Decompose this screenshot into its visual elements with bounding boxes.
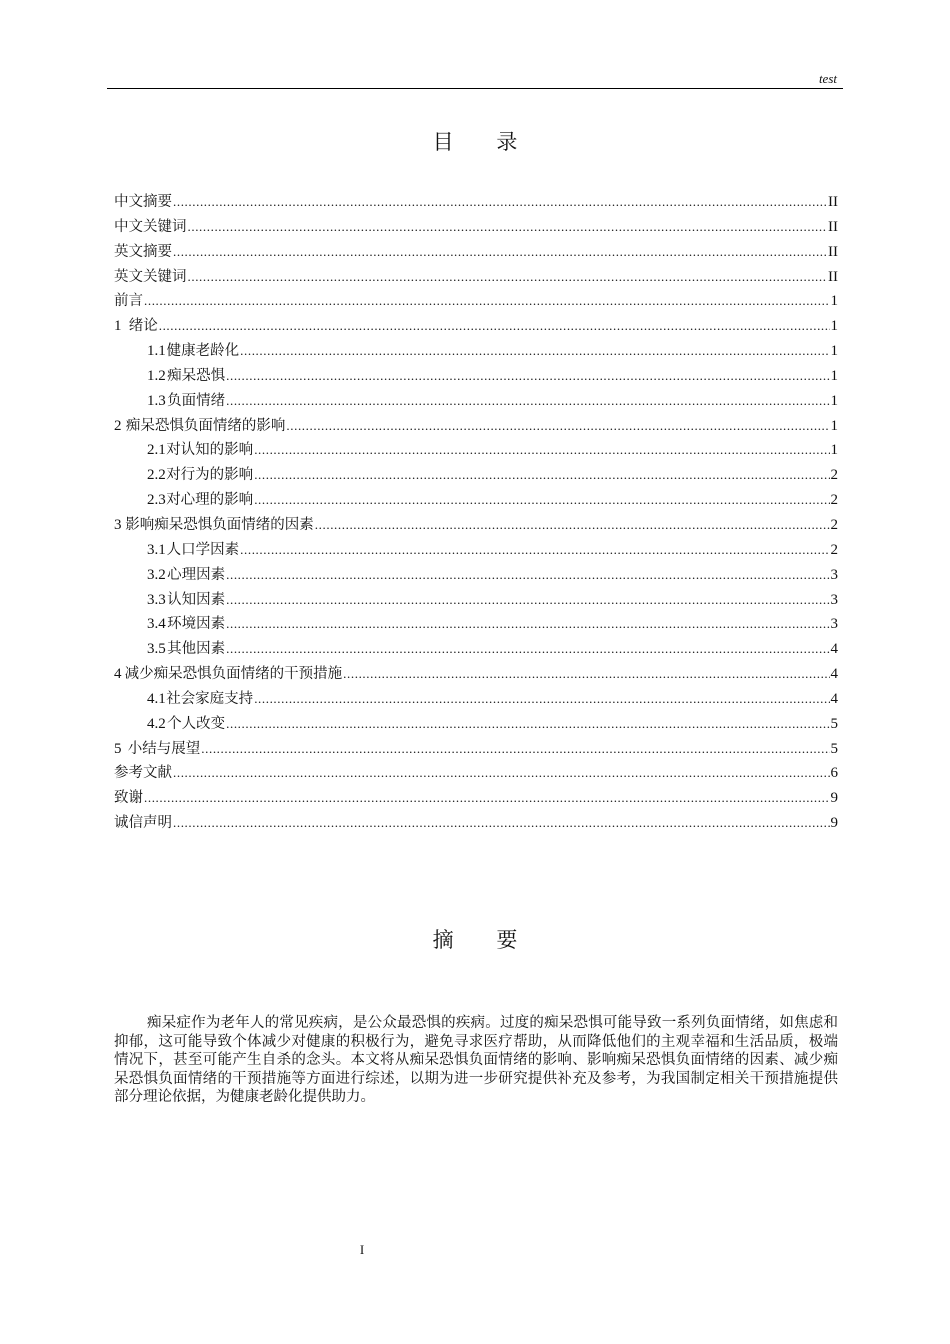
toc-dot-leader — [254, 488, 829, 513]
toc-entry-number: 4 — [114, 666, 122, 683]
toc-entry-page: II — [828, 194, 838, 210]
toc-dot-leader — [254, 463, 829, 488]
toc-entry-page: 1 — [830, 318, 838, 335]
toc-entry-page: 9 — [830, 790, 838, 807]
toc-dot-leader — [226, 364, 829, 389]
toc-entry-page: 4 — [830, 690, 838, 707]
toc-entry-page: 2 — [830, 492, 838, 509]
table-of-contents — [114, 190, 838, 836]
toc-entry-page: 1 — [830, 343, 838, 360]
toc-entry[interactable] — [114, 786, 838, 811]
toc-entry[interactable] — [114, 811, 838, 836]
toc-dot-leader — [201, 737, 829, 762]
toc-entry[interactable] — [114, 662, 838, 687]
toc-entry-number: 1 — [114, 318, 122, 335]
toc-dot-leader — [173, 811, 830, 836]
toc-entry-label: 社会家庭支持 — [166, 690, 254, 707]
toc-dot-leader — [173, 190, 827, 215]
toc-entry[interactable] — [114, 687, 838, 712]
page-number: I — [359, 1242, 365, 1257]
toc-entry-number: 3.3 — [147, 591, 166, 608]
toc-dot-leader — [240, 538, 829, 563]
toc-dot-leader — [159, 314, 830, 339]
toc-entry-number: 3.2 — [147, 566, 166, 583]
toc-entry[interactable] — [114, 513, 838, 538]
toc-entry-number: 5 — [114, 740, 122, 757]
toc-entry[interactable] — [114, 414, 838, 439]
toc-entry[interactable] — [114, 215, 838, 240]
toc-dot-leader — [226, 637, 829, 662]
abstract-title: 摘 要 — [432, 928, 536, 952]
toc-entry-page: 1 — [830, 417, 838, 434]
toc-entry-label: 中文摘要 — [114, 194, 172, 210]
toc-entry-label: 中文关键词 — [114, 218, 187, 235]
toc-entry-page: II — [828, 218, 838, 235]
toc-entry[interactable] — [114, 588, 838, 613]
toc-entry-page: 4 — [830, 666, 838, 683]
toc-entry[interactable] — [114, 240, 838, 265]
toc-entry-label: 人口学因素 — [166, 541, 240, 558]
toc-entry-number: 1.2 — [147, 367, 166, 384]
toc-entry-label: 英文摘要 — [114, 243, 172, 260]
toc-entry[interactable] — [114, 190, 838, 215]
toc-entry-label: 痴呆恐惧负面情绪的影响 — [125, 417, 286, 434]
toc-entry-page: 3 — [830, 591, 838, 608]
toc-dot-leader — [315, 513, 830, 538]
toc-entry-page: II — [828, 243, 838, 260]
toc-entry[interactable] — [114, 612, 838, 637]
toc-entry-label: 减少痴呆恐惧负面情绪的干预措施 — [124, 666, 343, 683]
abstract-body: 痴呆症作为老年人的常见疾病，是公众最恐惧的疾病。过度的痴呆恐惧可能导致一系列负面情绪，如焦虑和抑郁，这可能导致个体减少对健康的积极行为，避免寻求医疗帮助，从而降低他们的主观幸福和生活品质，极端情况下，甚至可能产生自杀的念头。本文将从痴呆恐惧负面情绪的影响、影响痴呆恐惧负面情绪的因素、减少痴呆恐惧负面情绪的干预措施等方面进行综述，以期为进一步研究提供补充及参考，为我国制定相关干预措施提供部分理论依据，为健康老龄化提供助力。 — [114, 1015, 838, 1105]
toc-entry-label: 负面情绪 — [167, 392, 226, 409]
toc-dot-leader — [144, 786, 830, 811]
toc-dot-leader — [286, 414, 829, 439]
toc-entry-page: 1 — [830, 392, 838, 409]
toc-entry-page: 6 — [830, 765, 838, 782]
toc-entry-label: 影响痴呆恐惧负面情绪的因素 — [125, 516, 314, 533]
toc-dot-leader — [188, 265, 828, 290]
toc-entry-page: 4 — [830, 641, 838, 658]
toc-title: 目 录 — [432, 130, 536, 154]
toc-entry-number: 3.5 — [147, 641, 166, 658]
page-header — [107, 70, 843, 89]
toc-entry-page: 2 — [830, 467, 838, 484]
toc-entry-number: 3.4 — [147, 616, 166, 633]
toc-entry[interactable] — [114, 538, 838, 563]
toc-entry-label: 绪论 — [128, 318, 158, 335]
toc-entry-number: 2.3 — [147, 492, 166, 509]
toc-dot-leader — [254, 687, 829, 712]
toc-entry-number: 4.2 — [147, 715, 166, 732]
toc-entry-page: 5 — [830, 740, 838, 757]
toc-dot-leader — [240, 339, 829, 364]
toc-entry[interactable] — [114, 737, 838, 762]
toc-entry-label: 健康老龄化 — [166, 343, 240, 360]
toc-entry[interactable] — [114, 314, 838, 339]
toc-entry-number: 2.1 — [147, 442, 166, 459]
toc-entry-page: 5 — [830, 715, 838, 732]
toc-dot-leader — [188, 215, 828, 240]
toc-entry[interactable] — [114, 289, 838, 314]
toc-dot-leader — [226, 612, 829, 637]
toc-entry-label: 小结与展望 — [127, 740, 201, 757]
toc-dot-leader — [226, 389, 829, 414]
toc-entry[interactable] — [114, 712, 838, 737]
toc-entry[interactable] — [114, 761, 838, 786]
toc-entry-number: 2.2 — [147, 467, 166, 484]
toc-entry-page: 3 — [830, 566, 838, 583]
toc-entry[interactable] — [114, 389, 838, 414]
toc-entry-label: 个人改变 — [167, 715, 226, 732]
toc-entry-label: 心理因素 — [167, 566, 226, 583]
toc-dot-leader — [173, 240, 827, 265]
toc-entry-number: 1.3 — [147, 392, 166, 409]
toc-dot-leader — [144, 289, 830, 314]
toc-entry-label: 其他因素 — [167, 641, 226, 658]
toc-entry[interactable] — [114, 438, 838, 463]
toc-entry-number: 2 — [114, 417, 122, 434]
toc-entry-label: 对行为的影响 — [166, 467, 254, 484]
toc-entry-page: 3 — [830, 616, 838, 633]
toc-entry-page: 2 — [830, 516, 838, 533]
toc-dot-leader — [226, 712, 829, 737]
toc-entry-number: 3.1 — [147, 541, 166, 558]
toc-entry-page: 1 — [830, 367, 838, 384]
toc-entry-label: 诚信声明 — [114, 815, 172, 832]
toc-entry-page: 1 — [830, 442, 838, 459]
toc-entry[interactable] — [114, 265, 838, 290]
toc-entry-label: 环境因素 — [167, 616, 226, 633]
toc-entry[interactable] — [114, 339, 838, 364]
toc-entry-label: 参考文献 — [114, 765, 172, 782]
toc-entry[interactable] — [114, 463, 838, 488]
toc-entry-label: 英文关键词 — [114, 268, 187, 285]
toc-entry-label: 认知因素 — [167, 591, 226, 608]
toc-entry-number: 1.1 — [147, 343, 166, 360]
toc-entry-page: 9 — [830, 815, 838, 832]
toc-entry-label: 痴呆恐惧 — [167, 367, 226, 384]
toc-entry-label: 致谢 — [114, 790, 143, 807]
toc-dot-leader — [226, 563, 829, 588]
toc-entry-label: 对认知的影响 — [166, 442, 254, 459]
toc-entry[interactable] — [114, 637, 838, 662]
toc-dot-leader — [226, 588, 829, 613]
toc-entry-page: II — [828, 268, 838, 285]
toc-entry[interactable] — [114, 364, 838, 389]
toc-entry-page: 2 — [830, 541, 838, 558]
header-text: test — [818, 71, 837, 86]
toc-dot-leader — [343, 662, 829, 687]
toc-entry-number: 3 — [114, 516, 122, 533]
toc-dot-leader — [254, 438, 829, 463]
toc-dot-leader — [173, 761, 830, 786]
toc-entry-label: 前言 — [114, 293, 143, 310]
toc-entry-page: 1 — [830, 293, 838, 310]
toc-entry-label: 对心理的影响 — [166, 492, 254, 509]
toc-entry[interactable] — [114, 563, 838, 588]
toc-entry[interactable] — [114, 488, 838, 513]
toc-entry-number: 4.1 — [147, 690, 166, 707]
